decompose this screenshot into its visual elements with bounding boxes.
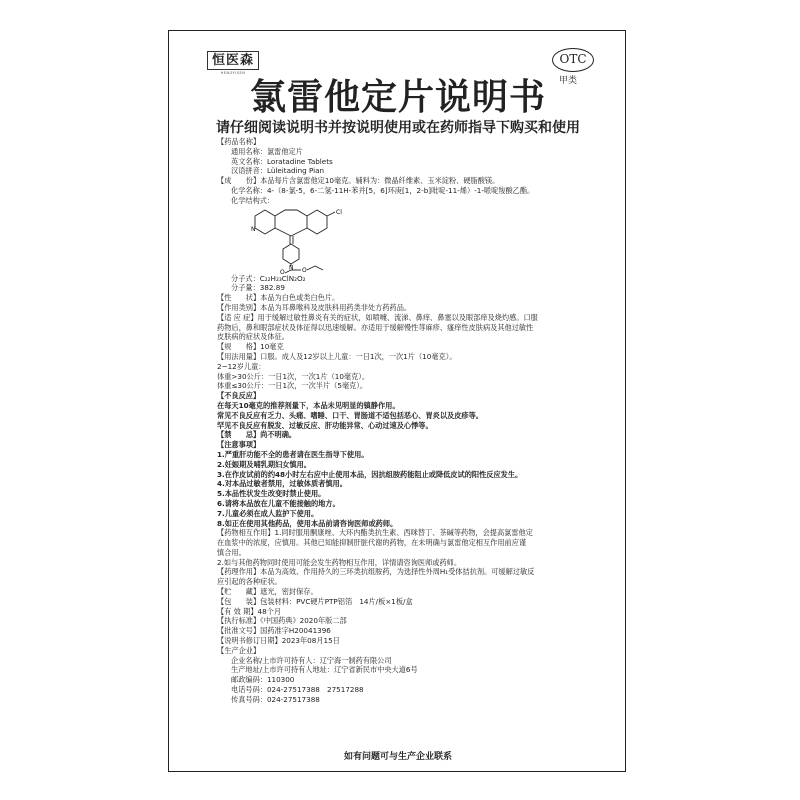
note-item: 2.妊娠期及哺乳期妇女慎用。	[217, 459, 311, 469]
packaging: 【包 装】包装材料：PVC硬片PTP铝箔 14片/板×1板/盒	[217, 596, 413, 606]
bridge-ring	[275, 210, 307, 216]
indications-line-2: 药物后，鼻和眼部症状及体征得以迅速缓解。亦适用于缓解慢性荨麻疹、瘙痒性皮肤病及其他过敏性	[217, 322, 534, 332]
note-item: 3.在作皮试前的约48小时左右应中止使用本品，因抗组胺药能阻止或降低皮试的阳性反应发生。	[217, 469, 523, 479]
page-subtitle: 请仔细阅读说明书并按说明使用或在药师指导下购买和使用	[216, 120, 580, 136]
otc-badge: OTC	[552, 48, 594, 72]
atom-n-ring: N	[251, 225, 256, 233]
page-title: 氯雷他定片说明书	[249, 77, 546, 118]
pharmacology-line-1: 【药理作用】本品为高效、作用持久的三环类抗组胺药，为选择性外周H₁受体拮抗剂。可缓解过敏反	[217, 567, 535, 577]
dosage-line-3: 体重>30公斤：一日1次，一次1片（10毫克）。	[217, 371, 370, 381]
atom-cl: Cl	[336, 208, 342, 216]
adverse-heading: 【不良反应】	[217, 391, 261, 401]
chemical-name: 化学名称：4-（8-氯-5，6-二氢-11H-苯并[5，6]环庚[1，2-b]吡啶-11-烯）-1-哌啶羧酸乙酯。	[231, 185, 535, 195]
notes-heading: 【注意事项】	[217, 440, 261, 450]
appearance: 【性 状】本品为白色或类白色片。	[217, 293, 340, 303]
molecular-weight: 分子量：382.89	[231, 283, 285, 293]
note-item: 7.儿童必须在成人监护下使用。	[217, 508, 319, 518]
storage: 【贮 藏】遮光，密封保存。	[217, 587, 318, 597]
brand-logo	[207, 49, 259, 75]
structure-diagram	[235, 206, 395, 274]
standard: 【执行标准】《中国药典》2020年版二部	[217, 616, 347, 626]
formula-value: C₂₂H₂₃ClN₂O₂	[259, 273, 306, 283]
pyridine-ring	[255, 210, 275, 234]
common-name: 通用名称：氯雷他定片	[231, 146, 303, 156]
leaflet-sheet	[168, 30, 626, 772]
benzene-ring	[307, 210, 327, 234]
revision-date: 【说明书修订日期】2023年08月15日	[217, 636, 340, 646]
atom-o-carbonyl: O	[280, 268, 285, 274]
otc-class-label: 甲类	[559, 76, 578, 86]
indications-line-1: 【适 应 症】用于缓解过敏性鼻炎有关的症状，如喷嚏、流涕、鼻痒、鼻塞以及眼部痒及烧灼感。口服	[217, 312, 538, 322]
validity: 【有 效 期】48个月	[217, 606, 282, 616]
fax-number: 传真号码：024-27517388	[231, 694, 320, 704]
note-item: 5.本品性状发生改变时禁止使用。	[217, 489, 326, 499]
molecular-formula	[217, 274, 592, 284]
formula-label: 分子式：	[231, 273, 260, 283]
brand-subtitle: HENGYISEN	[220, 71, 246, 75]
indications-line-3: 皮肤病的症状及体征。	[217, 332, 289, 342]
specification: 【规 格】10毫克	[217, 342, 284, 352]
atom-o-ester: O	[302, 266, 307, 274]
pinyin-name: 汉语拼音：Lüleitading Pian	[231, 166, 325, 176]
approval-number: 【批准文号】国药准字H20041396	[217, 626, 331, 636]
manufacturer-address: 生产地址/上市许可持有人地址：辽宁省新民市中央大道6号	[231, 665, 418, 675]
dosage-line-2: 2~12岁儿童：	[217, 361, 266, 371]
interactions-line-4: 2.如与其他药物同时使用可能会发生药物相互作用，详情请咨询医师或药师。	[217, 557, 462, 567]
ingredients: 【成 份】本品每片含氯雷他定10毫克。辅料为：微晶纤维素、玉米淀粉、硬脂酸镁。	[217, 176, 500, 186]
brand-name: 恒医森	[207, 51, 259, 70]
drug-name-heading: 【药品名称】	[217, 137, 261, 146]
note-item: 8.如正在使用其他药品，使用本品前请咨询医师或药师。	[217, 518, 398, 528]
note-item: 6.请将本品放在儿童不能接触的地方。	[217, 498, 340, 508]
postcode: 邮政编码：110300	[231, 675, 295, 685]
interactions-line-3: 慎合用。	[217, 547, 246, 557]
leaflet-content	[217, 137, 592, 705]
adverse-line-3: 罕见不良反应有脱发、过敏反应、肝功能异常、心动过速及心悸等。	[217, 420, 433, 430]
manufacturer-heading: 【生产企业】	[217, 645, 261, 655]
structure-label: 化学结构式：	[231, 195, 275, 205]
drug-category: 【作用类别】本品为耳鼻喉科及皮肤科用药类非处方药药品。	[217, 302, 412, 312]
contraindications: 【禁 忌】尚不明确。	[217, 430, 297, 440]
interactions-line-1: 【药物相互作用】1.同时服用酮康唑、大环内酯类抗生素、西咪替丁、茶碱等药物，会提高氯雷他定	[217, 528, 533, 538]
adverse-line-1: 在每天10毫克的推荐剂量下，本品未见明显的镇静作用。	[217, 400, 400, 410]
english-name: 英文名称：Loratadine Tablets	[231, 156, 333, 166]
chemical-structure	[235, 206, 592, 274]
note-item: 4.对本品过敏者禁用，过敏体质者慎用。	[217, 479, 347, 489]
piperidine-ring	[283, 244, 299, 264]
dosage-line-1: 【用法用量】口服。成人及12岁以上儿童：一日1次，一次1片（10毫克）。	[217, 351, 457, 361]
atom-n-piperidine: N	[289, 264, 294, 272]
dosage-line-4: 体重≤30公斤：一日1次，一次半片（5毫克）。	[217, 381, 368, 391]
note-item: 1.严重肝功能不全的患者请在医生指导下使用。	[217, 449, 369, 459]
adverse-line-2: 常见不良反应有乏力、头痛、嗜睡、口干、胃肠道不适包括恶心、胃炎以及皮疹等。	[217, 410, 483, 420]
manufacturer-name: 企业名称/上市许可持有人：辽宁海一制药有限公司	[231, 655, 392, 665]
pharmacology-line-2: 应引起的各种症状。	[217, 577, 282, 587]
contact-footer: 如有问题可与生产企业联系	[343, 752, 452, 762]
phone-number: 电话号码：024-27517388 27517288	[231, 685, 364, 695]
interactions-line-2: 在血浆中的浓度，应慎用。其他已知能抑制肝脏代谢的药物，在未明确与氯雷他定相互作用前应谨	[217, 538, 527, 548]
